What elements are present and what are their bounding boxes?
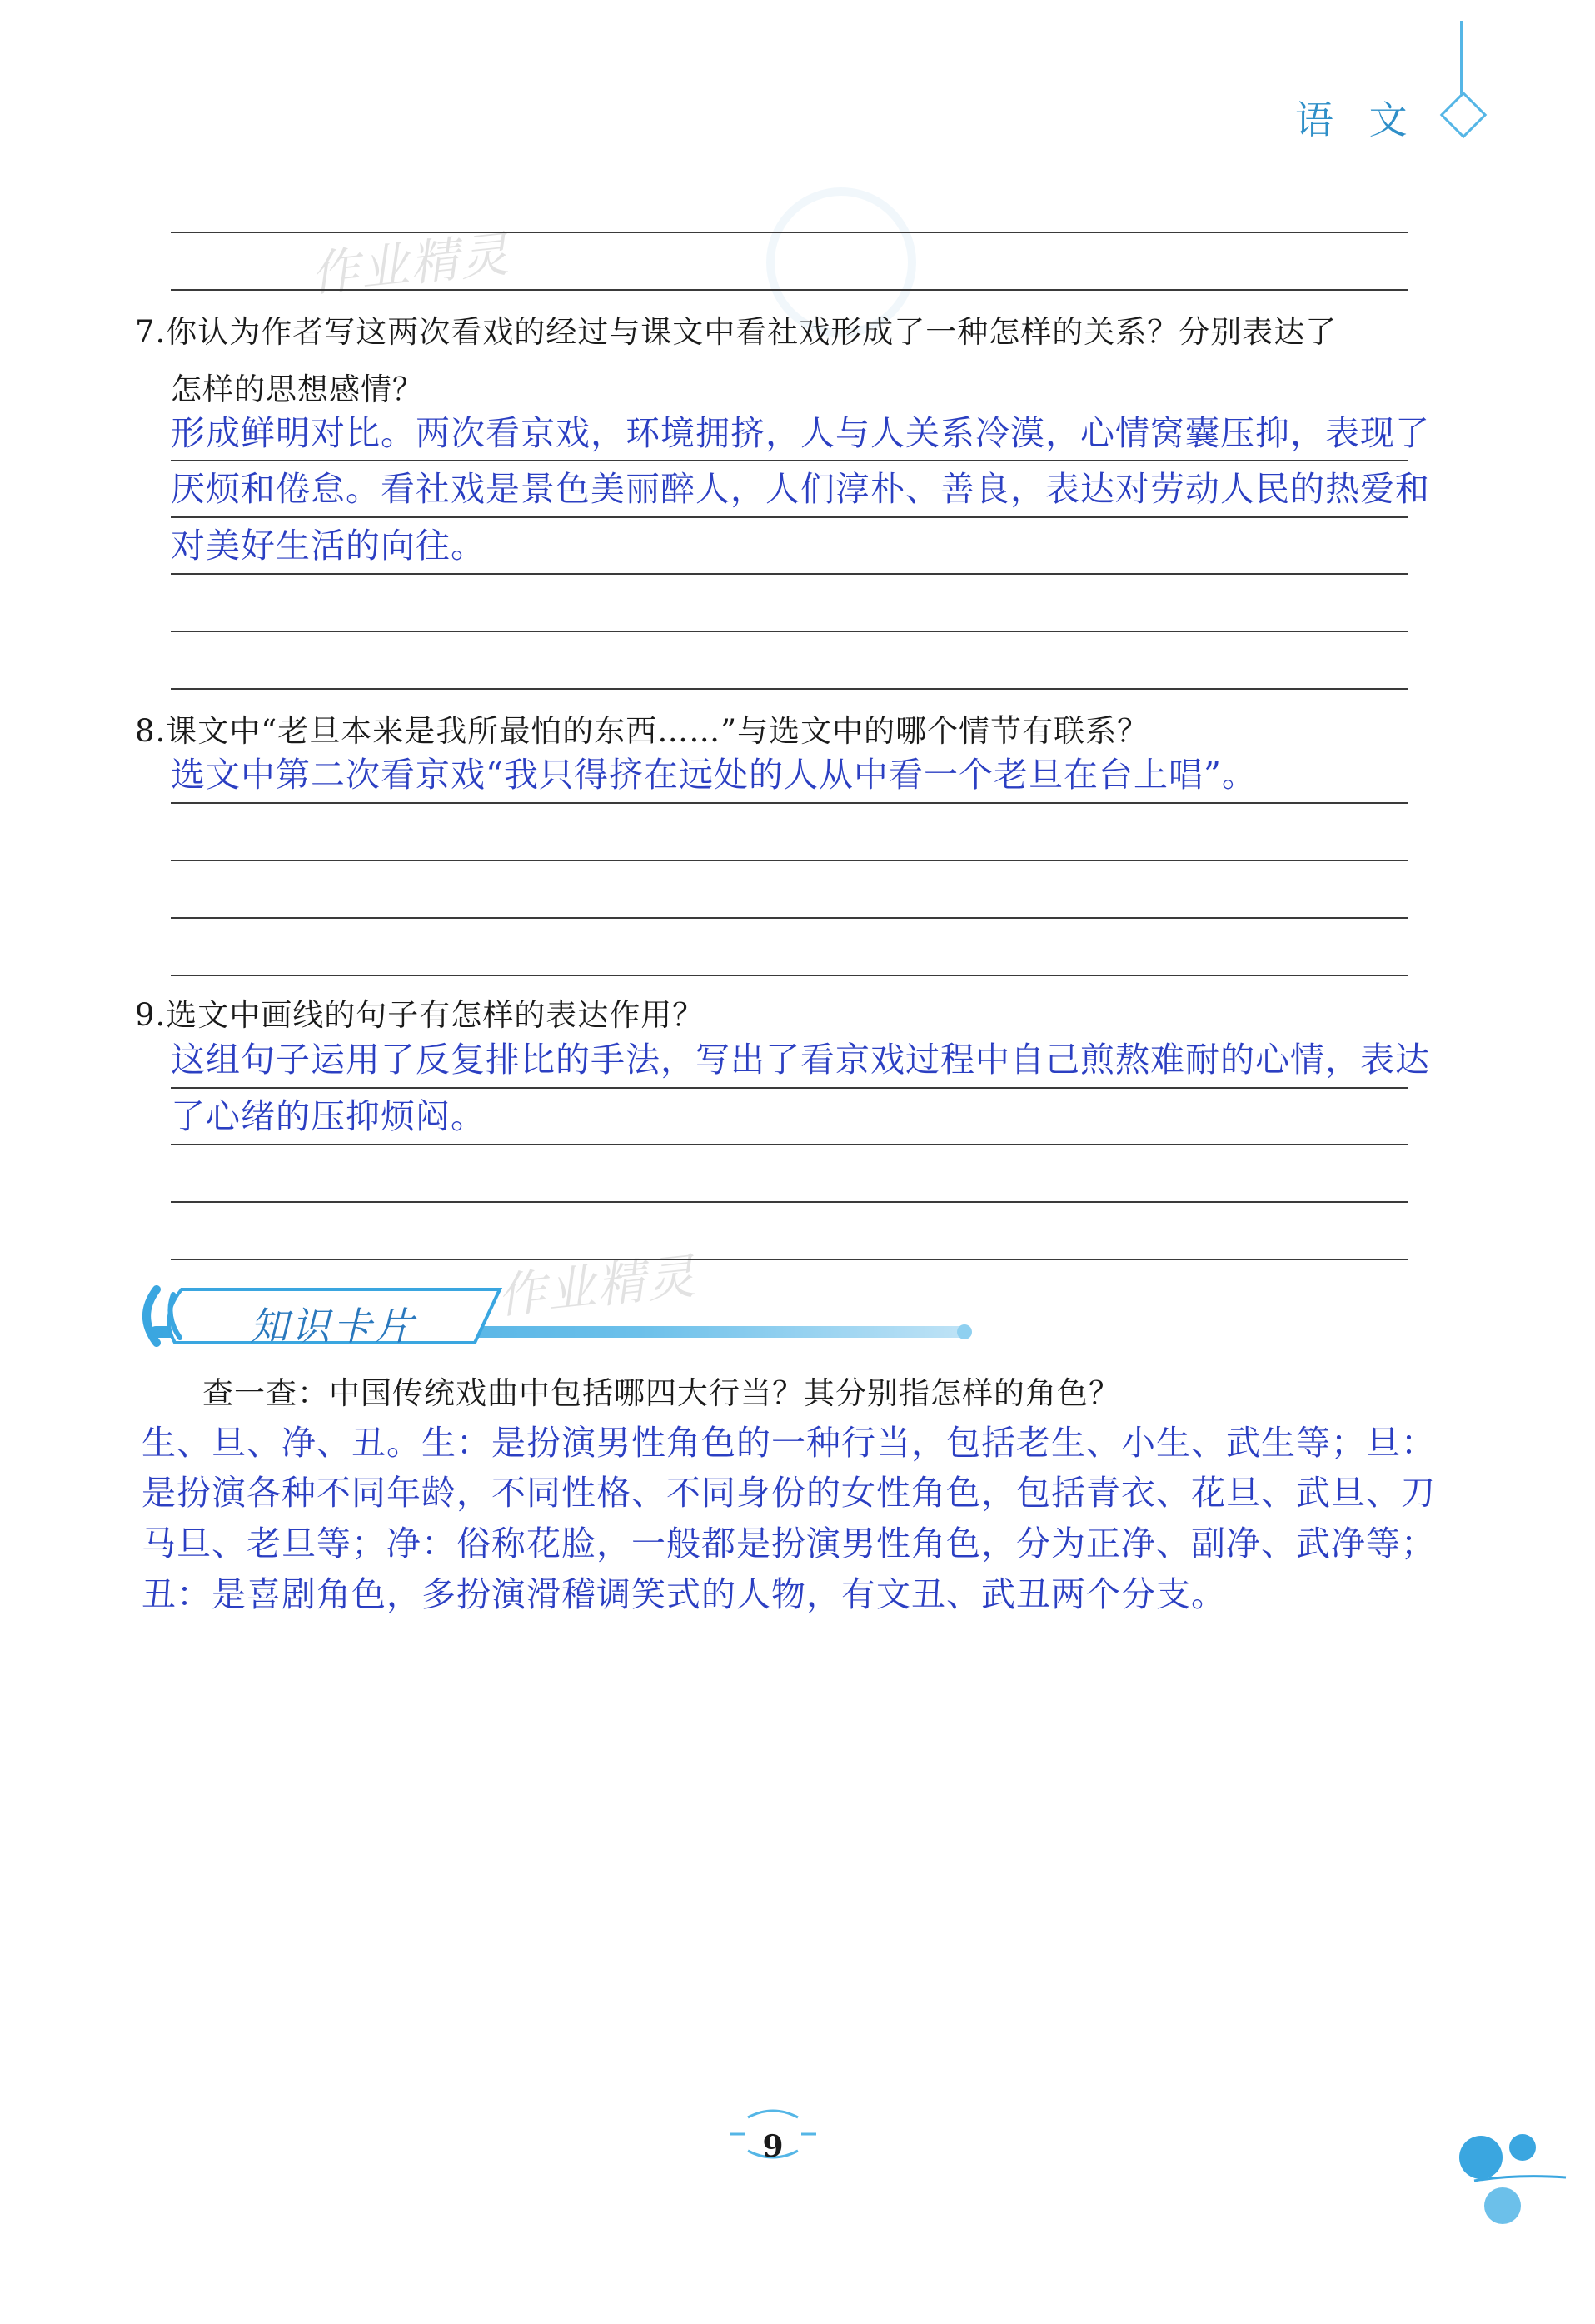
knowledge-card-answer-line: 是扮演各种不同年龄，不同性格、不同身份的女性角色，包括青衣、花旦、武旦、刀 [142, 1473, 1436, 1513]
watermark: 作业精灵 [494, 1247, 700, 1325]
question-9-answer-line: 这组句子运用了反复排比的手法，写出了看京戏过程中自己煎熬难耐的心情，表达 [171, 1040, 1430, 1080]
question-7-answer-line: 形成鲜明对比。两次看京戏，环境拥挤，人与人关系冷漠，心情窝囊压抑，表现了 [171, 413, 1430, 453]
knowledge-card-answer-line: 马旦、老旦等；净：俗称花脸，一般都是扮演男性角色，分为正净、副净、武净等； [142, 1524, 1436, 1563]
watermark: 作业精灵 [307, 225, 513, 303]
answer-line [171, 802, 1408, 804]
knowledge-card-answer-line: 丑：是喜剧角色，多扮演滑稽调笑式的人物，有文丑、武丑两个分支。 [142, 1574, 1226, 1614]
corner-dots-decoration [1449, 2116, 1574, 2232]
question-8-answer-line: 选文中第二次看京戏“我只得挤在远处的人从中看一个老旦在台上唱”。 [171, 755, 1257, 795]
question-8-prompt: 8.课文中“老旦本来是我所最怕的东西……”与选文中的哪个情节有联系？ [135, 713, 1149, 749]
answer-line [171, 1259, 1408, 1260]
answer-line [171, 631, 1408, 632]
question-7-prompt-cont: 怎样的思想感情？ [171, 372, 424, 407]
question-7-prompt: 7.你认为作者写这两次看戏的经过与课文中看社戏形成了一种怎样的关系？分别表达了 [135, 314, 1338, 350]
answer-line [171, 688, 1408, 690]
knowledge-card-answer-line: 生、旦、净、丑。生：是扮演男性角色的一种行当，包括老生、小生、武生等；旦： [142, 1423, 1436, 1463]
knowledge-card-title: 知识卡片 [250, 1304, 416, 1349]
answer-line [171, 1087, 1408, 1089]
answer-line [171, 232, 1408, 233]
answer-line [171, 516, 1408, 518]
question-9-prompt: 9.选文中画线的句子有怎样的表达作用？ [135, 997, 705, 1033]
answer-line [171, 1144, 1408, 1145]
answer-line [171, 975, 1408, 976]
question-7-answer-line: 对美好生活的向往。 [171, 526, 486, 566]
page-number: 9 [762, 2129, 784, 2164]
answer-line [171, 289, 1408, 291]
answer-line [171, 573, 1408, 575]
subject-label: 语 文 [1295, 97, 1419, 142]
answer-line [171, 917, 1408, 919]
question-9-answer-line: 了心绪的压抑烦闷。 [171, 1096, 486, 1136]
knowledge-card-question: 查一查：中国传统戏曲中包括哪四大行当？其分别指怎样的角色？ [202, 1375, 1120, 1411]
question-7-answer-line: 厌烦和倦怠。看社戏是景色美丽醉人，人们淳朴、善良，表达对劳动人民的热爱和 [171, 469, 1430, 509]
answer-line [171, 1201, 1408, 1203]
answer-line [171, 460, 1408, 461]
answer-line [171, 860, 1408, 861]
diamond-icon [1440, 92, 1488, 139]
